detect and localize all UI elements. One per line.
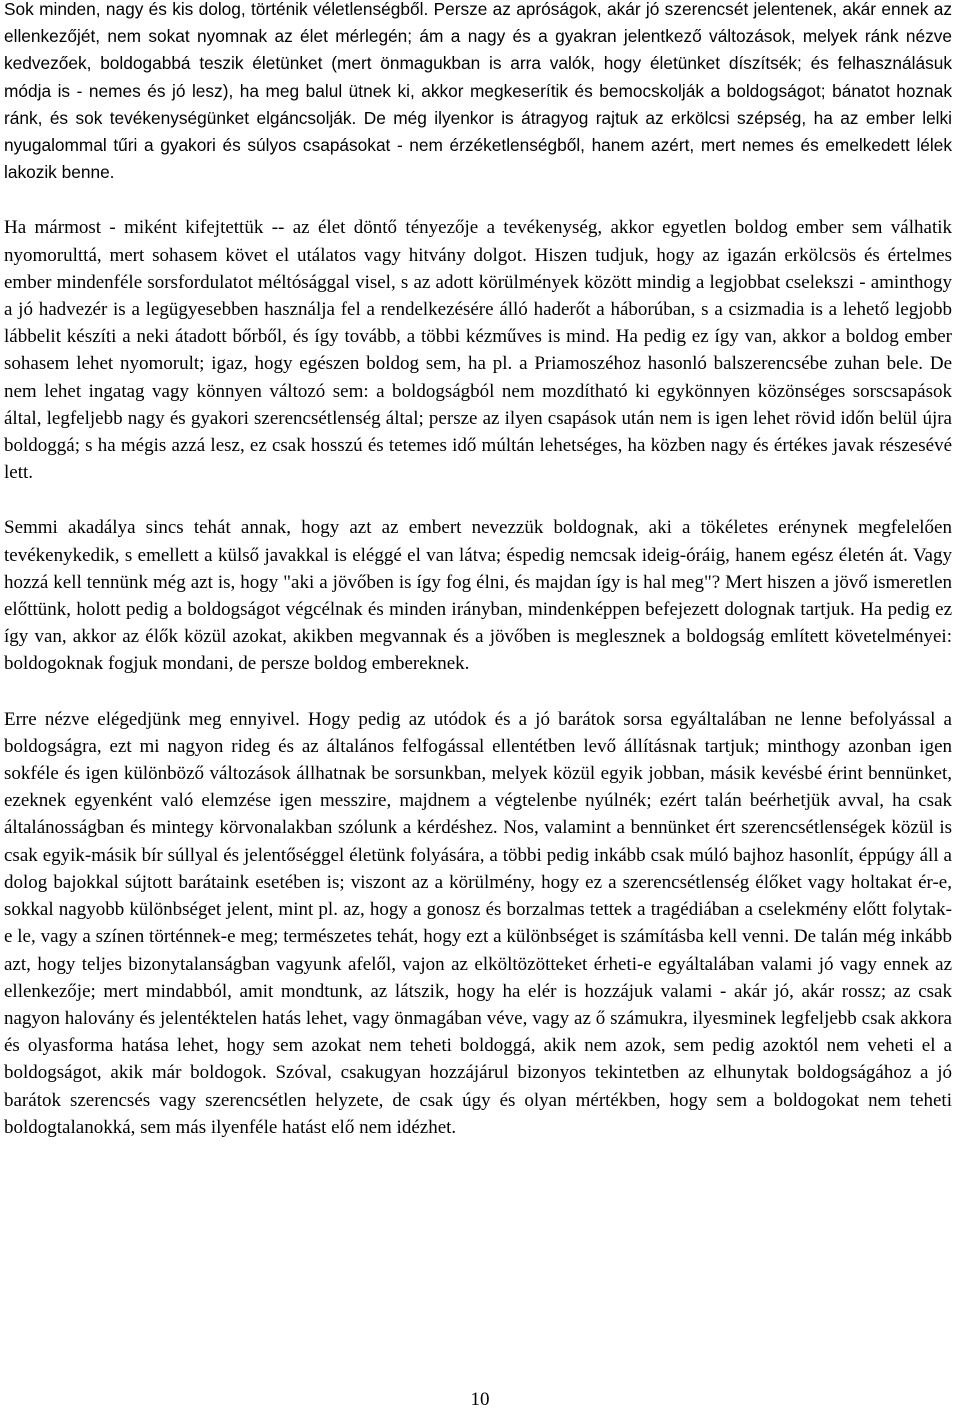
page-number: 10 — [470, 1389, 490, 1410]
paragraph-1 — [0, 0, 960, 186]
paragraph-text: Ha mármost - miként kifejtettük -- az élet döntő tényezője a tevékenység, akkor egyetlen boldog ember sem válhatik nyomorulttá, mert sohasem követ el utálatos vagy hitvány dolgot. — [4, 217, 952, 266]
paragraph-text: Ha pedig ez így van, akkor a boldog ember sohasem lehet nyomorult; igaz, hogy egészen boldog sem, ha pl. a Priamoszéhoz hasonló balszerencsébe zuhan bele. — [4, 326, 953, 375]
paragraph-4 — [0, 706, 960, 1141]
paragraph-text: Hogy pedig az utódok és a jó barátok sorsa egyáltalában ne lenne befolyással a boldogságra, ezt mi nagyon rideg és az általános felfogással ellentétben levő állításnak tartjuk; minthogy azonban igen sokféle és igen különböző változások állhatnak be sorsunkban, melyek közül egyik jobban, másik kevésbé érint bennünket, ezeknek egyenként való elemzése igen messzire, majdnem a végtelenbe nyúlnék; ezért talán beérhetjük avval, ha csak általánosságban és mintegy körvonalakban szólunk a kérdéshez. — [4, 708, 952, 839]
paragraph-text: Ha pedig ez így van, akkor az élők közül azokat, akikben megvannak és a jövőben is meglesznek a boldogság említett követelményei: boldogoknak fogjuk mondani, de persze boldog embereknek. — [4, 599, 953, 675]
paragraph-3 — [0, 514, 960, 677]
paragraph-text: Persze az apróságok, akár jó szerencsét jelentenek, akár ennek az ellenkezőjét, nem sokat nyomnak az élet mérlegén; ám a nagy és a gyakran jelentkező változások, melyek ránk nézve kedvezőek, boldogabbá teszik életünket (mert önmagukban is arra valók, hogy életünket díszítsék; és felhasználásuk módja is - nemes és jó lesz), ha meg balul ütnek ki, akkor megkeserítik és bemocskolják a boldogságot; bánatot hoznak ránk, és sok tevékenységünket elgáncsolják. — [4, 0, 952, 128]
paragraph-text: Vagy hozzá kell tennünk még azt is, hogy "aki a jövőben is így fog élni, és majdan így is hal meg"? — [4, 544, 952, 593]
paragraph-text: Nos, valamint a bennünket ért szerencsétlenségek közül is csak egyik-másik bír súllyal és jelentőséggel életünk folyására, a többi pedig inkább csak múló bajhoz hasonlít, éppúgy áll a dolog bajokkal sújtott barátaink esetében is; viszont az a körülmény, hogy ez a szerencsétlenség élőket vagy holtakat ér-e, sokkal nagyobb különbséget jelent, mint pl. az, hogy a gonosz és borzalmas tettek a tragédiában a cselekmény előtt folytak-e le, vagy a színen történnek-e meg; természetes tehát, hogy ezt a különbséget is számításba kell venni. — [4, 817, 952, 948]
paragraph-text: De még ilyenkor is átragyog rajtuk az erkölcsi szépség, ha az ember lelki nyugalommal tűri a gyakori és súlyos csapásokat - nem érzéketlenségből, hanem azért, mert nemes és emelkedett lélek lakozik benne. — [4, 107, 952, 183]
paragraph-text: De nem lehet ingatag vagy könnyen változó sem: a boldogságból nem mozdítható ki egykönnyen közönséges sorscsapások által, legfeljebb nagy és gyakori szerencsétlenség által; persze az ilyen csapások után nem is igen lehet rövid időn belül újra boldoggá; s ha mégis azzá lesz, ez csak hosszú és tetemes idő múltán lehetséges, ha közben nagy és értékes javak részesévé lett. — [4, 353, 952, 484]
paragraph-text: Erre nézve elégedjünk meg ennyivel. — [4, 708, 308, 730]
paragraph-text: Semmi akadálya sincs tehát annak, hogy azt az embert nevezzük boldognak, aki a tökéletes erénynek megfelelően tevékenykedik, s emellett a külső javakkal is eléggé el van látva; éspedig nemcsak ideig-óráig, hanem egész életén át. — [4, 517, 952, 566]
paragraph-2 — [0, 214, 960, 486]
paragraph-text: Mert hiszen a jövő ismeretlen előttünk, holott pedig a boldogságot végcélnak és minden irányban, mindenképpen befejezett dolognak tartjuk. — [4, 571, 952, 621]
paragraph-spacer — [0, 186, 960, 214]
paragraph-spacer — [0, 678, 960, 706]
paragraph-text: Szóval, csakugyan hozzájárul bizonyos tekintetben az elhunytak boldogságához a jó barátok szerencsés vagy szerencsétlen helyzete, de csak úgy és olyan mértékben, hogy sem a boldogokat nem teheti boldogtalanokká, sem más ilyenféle hatást elő nem idézhet. — [4, 1062, 952, 1138]
paragraph-text: De talán még inkább azt, hogy teljes bizonytalanságban vagyunk afelől, vajon az elköltözötteket érheti-e egyáltalában valami jó vagy ennek az ellenkezője; mert mindabból, amit mondtunk, az látszik, hogy ha elér is hozzájuk valami - akár jó, akár rossz; az csak nagyon halovány és jelentéktelen hatás lehet, vagy önmagában véve, vagy az ő számukra, ilyesminek legfeljebb csak akkora és olyasforma hatása lehet, hogy sem azokat nem teheti boldoggá, akik nem azok, sem pedig azoktól nem veheti el a boldogságot, akik már boldogok. — [4, 926, 952, 1084]
paragraph-spacer — [0, 486, 960, 514]
paragraph-text: Sok minden, nagy és kis dolog, történik véletlenségből. — [4, 0, 434, 19]
paragraph-text: Hiszen tudjuk, hogy az igazán erkölcsös és értelmes ember mindenféle sorsfordulatot méltósággal visel, s az adott körülmények között mindig a legjobbat cselekszi - aminthogy a jó hadvezér is a legügyesebben használja fel a rendelkezésére álló haderőt a háborúban, s a csizmadia is a lehető legjobb lábbelit készíti a neki átadott bőrből, és így tovább, a többi kézműves is mind. — [4, 244, 952, 348]
